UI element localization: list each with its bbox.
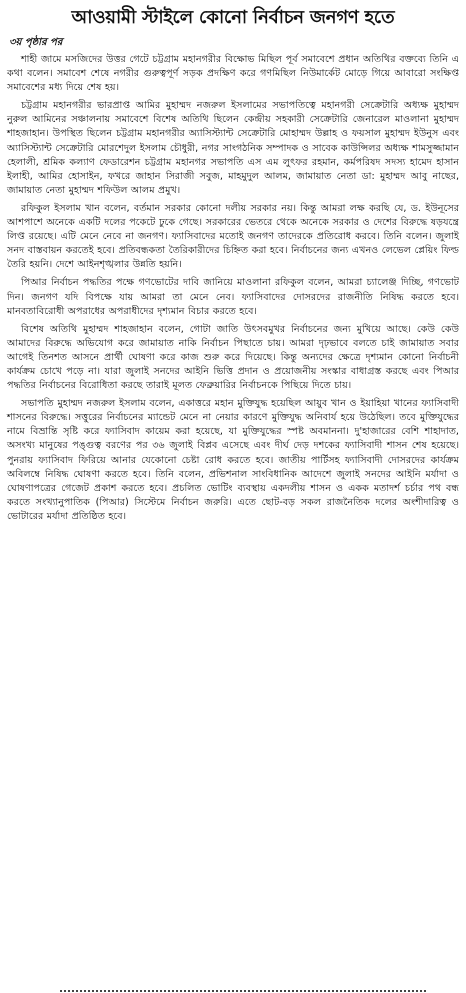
article-body xyxy=(7,53,459,524)
article-paragraph-6: সভাপতি মুহাম্মদ নজরুল ইসলাম বলেন, একাত্তরে মহান মুক্তিযুদ্ধ হয়েছিল আয়ুব খান ও ইয়াহিয়া খানের ফ্যাসিবাদী শাসনের বিরুদ্ধে। সত্তুরের নির্বাচনের ম্যান্ডেট মেনে না নেয়ার কারণে মুক্তিযুদ্ধ অনিবার্য হয়ে উঠেছিল। তবে মুক্তিযুদ্ধের নামে বিভ্রান্তি সৃষ্টি করে ফ্যাসিবাদ কায়েম করা হয়েছে, যা মুক্তিযুদ্ধের স্পষ্ট অবমাননা। দু'হাজারের বেশি শাহাদাত, অসংখ্য মানুষের পঙ্গুত্ব বরণের পর ৩৬ জুলাই বিপ্লব এসেছে এবং দীর্ঘ দেড় দশকের ফ্যাসিবাদী শাসন শেষ হয়েছে। পুনরায় ফ্যাসিবাদ ফিরিয়ে আনার যেকোনো চেষ্টা রোধ করতে হবে। জাতীয় পার্টিসহ ফ্যাসিবাদী দোসরদের কার্যক্রম অবিলম্বে নিষিদ্ধ ঘোষণা করতে হবে। তিনি বলেন, প্রভিশনাল সাংবিধানিক আদেশে জুলাই সনদের আইনি মর্যাদা ও ঘোষণাপত্রের গেজেট প্রকাশ করতে হবে। প্রচলিত ভোটিং ব্যবস্থায় একদলীয় শাসন ও একক মতাদর্শ চর্চার পথ বন্ধ করতে সংখ্যানুপাতিক (পিআর) সিস্টেমে নির্বাচন জরুরি। এতে ছোট-বড় সকল রাজনৈতিক দলের অংশীদারিত্ব ও ভোটারের মর্যাদা প্রতিষ্ঠিত হবে। xyxy=(7,398,459,522)
article-headline: আওয়ামী স্টাইলে কোনো নির্বাচন জনগণ হতে xyxy=(71,7,395,28)
cut-off-next-headline xyxy=(60,983,426,993)
article-paragraph-3: রফিকুল ইসলাম খান বলেন, বর্তমান সরকার কোনো দলীয় সরকার নয়। কিন্তু আমরা লক্ষ করছি যে, ড. ইউনূসের আশপাশে অনেকে একটি দলের পকেটে ঢুকে গেছে। সরকারের ভেতরে থেকে অনেকে সরকার ও দেশের বিরুদ্ধে ষড়যন্ত্রে লিপ্ত রয়েছে। এটি মেনে নেবে না জনগণ। ফ্যাসিবাদের মতোই জনগণ তাদেরকে প্রতিরোধ করবে। তিনি বলেন। জুলাই সনদ বাস্তবায়ন করতেই হবে। প্রতিবন্ধকতা তৈরিকারীদের চিহ্নিত করা হবে। নির্বাচনের জন্য এখনও লেভেল প্লেয়িং ফিল্ড তৈরি হয়নি। দেশে আইনশৃঙ্খলার উন্নতি হয়নি। xyxy=(7,202,459,271)
article-paragraph-2: চট্টগ্রাম মহানগরীর ভারপ্রাপ্ত আমির মুহাম্মদ নজরুল ইসলামের সভাপতিত্বে মহানগরী সেক্রেটারি অধ্যক্ষ মুহাম্মদ নুরুল আমিনের সঞ্চালনায় সমাবেশে বিশেষ অতিথি ছিলেন কেন্দ্রীয় সহকারী সেক্রেটারি জেনারেল মাওলানা মুহাম্মদ শাহজাহান। উপস্থিত ছিলেন চট্টগ্রাম মহানগরীর অ্যাসিস্ট্যান্ট সেক্রেটারি মোহাম্মদ উল্লাহ ও ফয়সাল মুহাম্মদ ইউনুস এবং অ্যাসিস্ট্যান্ট সেক্রেটারি মোরশেদুল ইসলাম চৌধুরী, নগর সাংগঠনিক সম্পাদক ও সাবেক কাউন্সিলর অধ্যক্ষ শামসুজ্জামান হেলালী, শ্রমিক কল্যাণ ফেডারেশন চট্টগ্রাম মহানগর সভাপতি এস এম লুৎফর রহমান, কর্মপরিষদ সদস্য হামেদ হাসান ইলাহী, আমির হোসাইন, ফখরে জাহান সিরাজী সবুজ, মাহমুদুল আলম, জামায়াত নেতা ডা: মুহাম্মদ আবু নাছের, জামায়াত নেতা মুহাম্মদ শফিউল আলম প্রমুখ। xyxy=(7,100,459,196)
article-paragraph-5: বিশেষ অতিথি মুহাম্মদ শাহজাহান বলেন, গোটা জাতি উৎসবমুখর নির্বাচনের জন্য মুখিয়ে আছে। কেউ কেউ আমাদের বিরুদ্ধে অভিযোগ করে জামায়াত নাকি নির্বাচন পিছাতে চায়। আমরা দৃঢ়ভাবে বলতে চাই জামায়াত সবার আগেই তিনশত আসনে প্রার্থী ঘোষণা করে কাজ শুরু করে দিয়েছে। কিন্তু অন্যদের ক্ষেত্রে দৃশ্যমান কোনো নির্বাচনী কার্যক্রম চোখে পড়ে না। যারা জুলাই সনদের আইনি ভিত্তি প্রদান ও প্রয়োজনীয় সংস্কার বাধাগ্রস্ত করছে এবং পিআর পদ্ধতির নির্বাচনের বিরোধিতা করছে তারাই মূলত ফেব্রুয়ারির নির্বাচনকে পিছিয়ে দিতে চায়। xyxy=(7,323,459,392)
continuation-note: ৩য় পৃষ্ঠার পর xyxy=(9,37,63,48)
article-paragraph-4: পিআর নির্বাচন পদ্ধতির পক্ষে গণভোটের দাবি জানিয়ে মাওলানা রফিকুল বলেন, আমরা চ্যালেঞ্জ দিচ্ছি, গণভোট দিন। জনগণ যদি বিপক্ষে যায় আমরা তা মেনে নেব। ফ্যাসিবাদের দোসরদের রাজনীতি নিষিদ্ধ করতে হবে। মানবতাবিরোধী অপরাধের অপরাধীদের দৃশ্যমান বিচার করতে হবে। xyxy=(7,277,459,317)
article-paragraph-1: শাহী জামে মসজিদের উত্তর গেটে চট্টগ্রাম মহানগরীর বিক্ষোভ মিছিল পূর্ব সমাবেশে প্রধান অতিথির বক্তব্যে তিনি এ কথা বলেন। সমাবেশ শেষে নগরীর গুরুত্বপূর্ণ সড়ক প্রদক্ষিণ করে গণমিছিল নিউমার্কেট মোড়ে গিয়ে আবারো সংক্ষিপ্ত সমাবেশের মধ্য দিয়ে শেষ হয়। xyxy=(7,54,459,94)
